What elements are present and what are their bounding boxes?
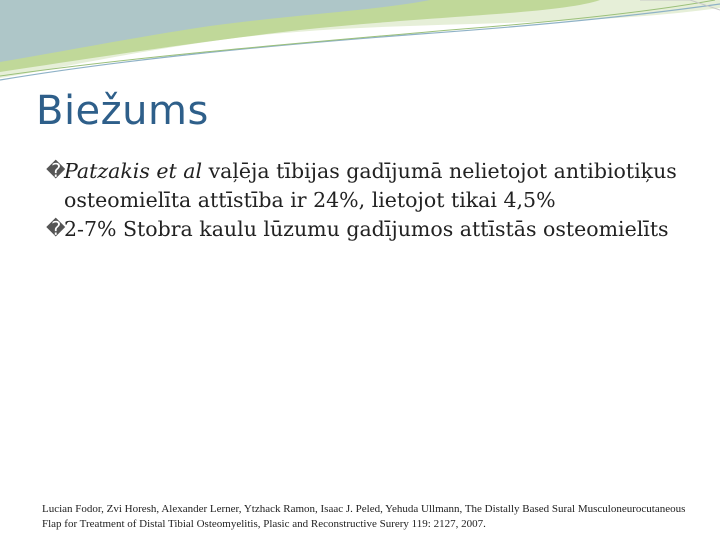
bullet-text: 2-7% Stobra kaulu lūzumu gadījumos attīstās osteomielīts — [64, 217, 669, 241]
bullet-marker-icon: � — [46, 218, 66, 240]
reference-citation: Lucian Fodor, Zvi Horesh, Alexander Lerner, Ytzhack Ramon, Isaac J. Peled, Yehuda Ullmann, The Distally Based Sural Musculoneurocutaneous Flap for Treatment of Distal Tibial Osteomyelitis, Plasic and Reconstructive Surery 119: 2127, 2007. — [42, 503, 686, 530]
bullet-italic-text: Patzakis et al — [64, 159, 203, 183]
header-wave-decoration — [0, 0, 720, 90]
slide-title: Biežums — [36, 88, 209, 134]
bullet-list — [46, 157, 686, 244]
bullet-marker-icon: � — [46, 160, 66, 182]
bullet-item — [46, 215, 686, 244]
bullet-item — [46, 157, 686, 215]
bullet-text: vaļēja tībijas gadījumā nelietojot antibiotiķus osteomielīta attīstība ir 24%, lietojot tikai 4,5% — [64, 159, 677, 212]
